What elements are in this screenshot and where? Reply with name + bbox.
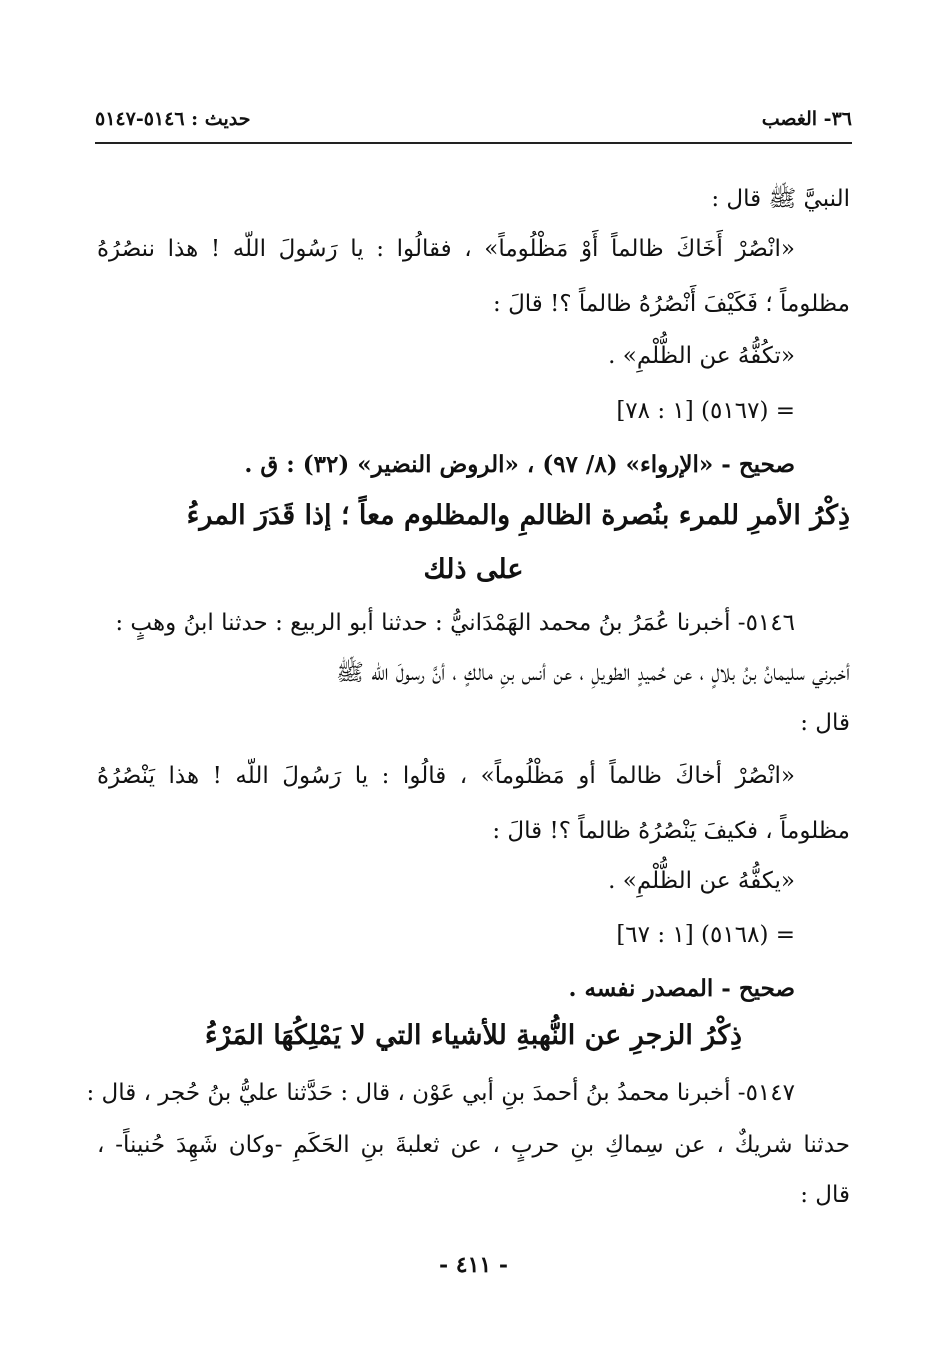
text-line: مظلوماً ، فكيفَ يَنْصُرُهُ ظالماً ؟! قالَ : bbox=[492, 818, 850, 844]
text-line: حدثنا شريكٌ ، عن سِماكِ بنِ حربٍ ، عن ثعلبةَ بنِ الحَكَمِ -وكان شَهِدَ حُنيناً- ، bbox=[97, 1132, 850, 1158]
text-line: النبيَّ ﷺ قال : bbox=[711, 186, 850, 212]
text-line: «انْصُرْ أَخَاكَ ظالماً أَوْ مَظْلُوماً» ، فقالُوا : يا رَسُولَ اللّه ! هذا ننصُرُهُ bbox=[97, 236, 795, 262]
grading-note: صحيح - «الإرواء» (٨/ ٩٧) ، «الروض النضير» (٣٢) : ق . bbox=[244, 451, 795, 478]
section-heading: ذِكْرُ الأمرِ للمرء بنُصرة الظالمِ والمظلوم معاً ؛ إذا قَدَرَ المرءُ bbox=[186, 500, 850, 531]
chapter-title: ٣٦- الغصب bbox=[761, 108, 852, 130]
text-line: «تكُفُّهُ عن الظُّلْمِ» . bbox=[608, 343, 795, 369]
grading-note: صحيح - المصدر نفسه . bbox=[568, 975, 795, 1002]
hadith-range: حديث : ٥١٤٦-٥١٤٧ bbox=[95, 108, 251, 130]
cross-reference: = (٥١٦٨) [١ : ٦٧] bbox=[616, 922, 795, 948]
text-line: قال : bbox=[800, 710, 850, 736]
page-number: - ٤١١ - bbox=[438, 1252, 509, 1278]
text-line: أخبرني سليمانُ بنُ بلالٍ ، عن حُميدٍ الطويلِ ، عن أنس بنِ مالكٍ ، أنَّ رسولَ اللّه ﷺ bbox=[336, 660, 850, 686]
header-rule bbox=[95, 142, 852, 144]
text-line: ٥١٤٦- أخبرنا عُمَرُ بنُ محمد الهَمْدَانيُّ : حدثنا أبو الربيع : حدثنا ابنُ وهبٍ : bbox=[115, 610, 795, 636]
text-line: «يكفُّهُ عن الظُّلْمِ» . bbox=[608, 868, 795, 894]
text-line: مظلوماً ؛ فَكَيْفَ أَنْصُرُهُ ظالماً ؟! قالَ : bbox=[493, 291, 850, 317]
text-line: «انْصُرْ أخاكَ ظالماً أو مَظْلُوماً» ، قالُوا : يا رَسُولَ اللّه ! هذا يَنْصُرُهُ bbox=[97, 763, 795, 789]
cross-reference: = (٥١٦٧) [١ : ٧٨] bbox=[616, 398, 795, 424]
page-header bbox=[95, 100, 852, 130]
section-heading: على ذلك bbox=[423, 554, 524, 585]
text-line: ٥١٤٧- أخبرنا محمدُ بنُ أحمدَ بنِ أبي عَوْن ، قال : حَدَّثنا عليُّ بنُ حُجر ، قال : bbox=[86, 1080, 795, 1106]
text-line: قال : bbox=[800, 1182, 850, 1208]
section-heading: ذِكْرُ الزجرِ عن النُّهبةِ للأشياء التي لا يَمْلِكُهَا المَرْءُ bbox=[204, 1020, 743, 1051]
